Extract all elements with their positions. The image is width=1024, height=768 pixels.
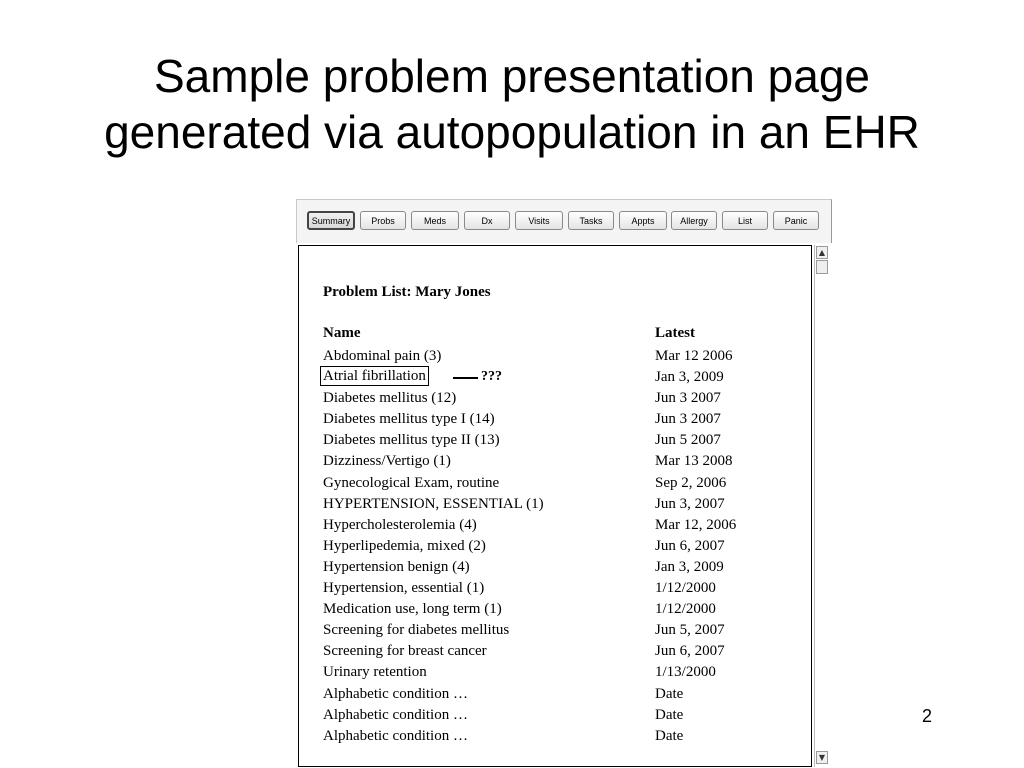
problem-row[interactable] (299, 347, 811, 368)
problem-latest-date: Jun 6, 2007 (655, 537, 725, 554)
tab-probs[interactable]: Probs (360, 211, 406, 230)
tab-panic[interactable]: Panic (773, 211, 819, 230)
problem-row[interactable] (299, 621, 811, 642)
tab-tasks[interactable]: Tasks (568, 211, 614, 230)
problem-latest-date: 1/12/2000 (655, 601, 716, 618)
problem-name: Hypertension, essential (1) (323, 580, 485, 597)
tab-allergy[interactable]: Allergy (671, 211, 717, 230)
tab-toolbar (296, 199, 832, 243)
problem-list-panel (298, 245, 812, 767)
column-header-name: Name (323, 325, 361, 341)
tab-dx[interactable]: Dx (464, 211, 510, 230)
problem-name: Alphabetic condition … (323, 727, 468, 744)
scrollbar-thumb[interactable] (816, 260, 828, 274)
problem-name: Hypertension benign (4) (323, 558, 470, 575)
problem-row[interactable] (299, 389, 811, 410)
problem-latest-date: Date (655, 706, 684, 723)
problem-row[interactable] (299, 558, 811, 579)
slide-title (0, 48, 1024, 160)
problem-latest-date: Jun 6, 2007 (655, 643, 725, 660)
problem-latest-date: Jun 5, 2007 (655, 622, 725, 639)
tab-meds[interactable]: Meds (411, 211, 459, 230)
tab-summary[interactable]: Summary (307, 211, 355, 230)
problem-latest-date: Mar 12 2006 (655, 348, 733, 364)
vertical-scrollbar[interactable] (814, 245, 829, 767)
problem-row[interactable] (299, 600, 811, 621)
problem-row[interactable] (299, 495, 811, 516)
problem-latest-date: 1/13/2000 (655, 664, 716, 681)
slide-title-line-1: Sample problem presentation page (153, 50, 870, 102)
problem-latest-date: Jun 3 2007 (655, 390, 721, 407)
column-header-latest: Latest (655, 325, 695, 341)
problem-name: Medication use, long term (1) (323, 601, 502, 618)
problem-latest-date: Jun 3 2007 (655, 411, 721, 428)
problem-row[interactable] (299, 452, 811, 473)
problem-name: Urinary retention (323, 664, 427, 681)
problem-name: Hypercholesterolemia (4) (323, 516, 477, 533)
problem-row[interactable] (299, 410, 811, 431)
problem-row[interactable] (299, 537, 811, 558)
problem-name: Dizziness/Vertigo (1) (323, 453, 451, 470)
problem-row[interactable] (299, 685, 811, 706)
ehr-window (296, 199, 832, 768)
scroll-down-arrow-icon[interactable]: ▼ (816, 751, 828, 764)
problem-row[interactable] (299, 579, 811, 600)
problem-name: Alphabetic condition … (323, 706, 468, 723)
tab-visits[interactable]: Visits (515, 211, 563, 230)
problem-latest-date: Mar 13 2008 (655, 453, 733, 470)
problem-latest-date: Jan 3, 2009 (655, 558, 724, 575)
problem-latest-date: Jan 3, 2009 (655, 369, 724, 386)
annotation-connector-line (453, 377, 478, 379)
problem-latest-date: Jun 3, 2007 (655, 495, 725, 512)
problem-name: Diabetes mellitus (12) (323, 390, 457, 407)
problem-row[interactable] (299, 727, 811, 748)
problem-name-highlighted: Atrial fibrillation (320, 366, 429, 386)
problem-name: Screening for diabetes mellitus (323, 622, 510, 639)
slide-title-line-2: generated via autopopulation in an EHR (104, 106, 920, 158)
problem-name: HYPERTENSION, ESSENTIAL (1) (323, 495, 544, 512)
problem-name: Diabetes mellitus type I (14) (323, 411, 495, 428)
problem-row[interactable] (299, 474, 811, 495)
slide-page-number: 2 (922, 706, 933, 726)
problem-rows (299, 347, 811, 748)
problem-latest-date: Jun 5 2007 (655, 432, 721, 449)
problem-row-highlighted[interactable] (299, 368, 811, 389)
problem-latest-date: 1/12/2000 (655, 580, 716, 597)
problem-name: Hyperlipedemia, mixed (2) (323, 537, 486, 554)
problem-name: Gynecological Exam, routine (323, 474, 500, 491)
problem-latest-date: Sep 2, 2006 (655, 474, 727, 491)
problem-name: Screening for breast cancer (323, 643, 487, 660)
problem-row[interactable] (299, 642, 811, 663)
problem-list-title: Problem List: Mary Jones (323, 284, 491, 300)
tab-list[interactable]: List (722, 211, 768, 230)
problem-row[interactable] (299, 663, 811, 684)
tab-appts[interactable]: Appts (619, 211, 667, 230)
problem-row[interactable] (299, 706, 811, 727)
problem-name: Abdominal pain (3) (323, 348, 442, 364)
problem-latest-date: Mar 12, 2006 (655, 516, 737, 533)
problem-row[interactable] (299, 516, 811, 537)
problem-name: Alphabetic condition … (323, 685, 468, 702)
problem-latest-date: Date (655, 727, 684, 744)
problem-name: Diabetes mellitus type II (13) (323, 432, 500, 449)
annotation-question-marks: ??? (481, 369, 502, 385)
problem-latest-date: Date (655, 685, 684, 702)
scroll-up-arrow-icon[interactable]: ▲ (816, 246, 828, 259)
problem-row[interactable] (299, 431, 811, 452)
